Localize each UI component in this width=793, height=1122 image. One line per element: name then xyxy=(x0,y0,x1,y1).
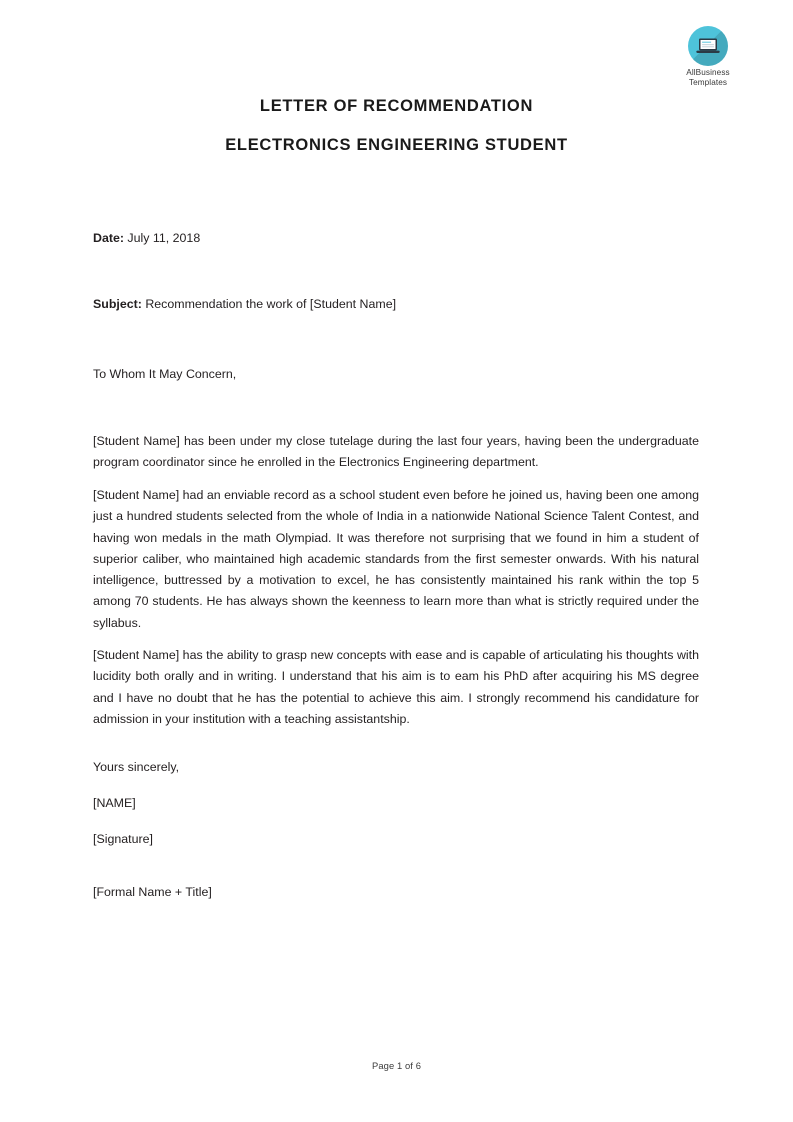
logo-text xyxy=(660,68,756,88)
closing-line: Yours sincerely, xyxy=(93,760,180,774)
date-row xyxy=(93,229,699,247)
salutation-row xyxy=(93,365,699,383)
body-paragraph: [Student Name] has been under my close tutelage during the last four years, having been the undergraduate program coordinator since he enrolled in the Electronics Engineering department. xyxy=(93,434,699,470)
laptop-glyph xyxy=(696,37,721,55)
page-subtitle: ELECTRONICS ENGINEERING STUDENT xyxy=(225,136,568,154)
date-line xyxy=(93,229,699,247)
laptop-icon xyxy=(688,26,728,66)
page-footer: Page 1 of 6 xyxy=(371,1060,422,1071)
page-title: LETTER OF RECOMMENDATION xyxy=(259,97,534,115)
body-paragraph: [Student Name] has the ability to grasp new concepts with ease and is capable of articulating his thoughts with lucidity both orally and in writing. I understand that his aim is to eam his PhD after acquiring his MS degree and I have no doubt that he has the potential to achieve this aim. I strongly recommend his candidature for admission in your institution with a teaching assistantship. xyxy=(93,648,699,726)
date-label: Date: xyxy=(93,231,124,245)
salutation: To Whom It May Concern, xyxy=(93,367,237,381)
title-block xyxy=(0,94,793,157)
logo-text-line-2: Templates xyxy=(688,78,728,87)
allbusiness-templates-logo xyxy=(660,26,756,88)
date-value: July 11, 2018 xyxy=(123,231,201,245)
name-placeholder: [NAME] xyxy=(93,796,136,810)
subject-value: Recommendation the work of [Student Name] xyxy=(141,297,397,311)
subject-label: Subject: xyxy=(93,297,142,311)
subject-line xyxy=(93,295,699,313)
formal-name-placeholder: [Formal Name + Title] xyxy=(93,885,212,899)
body-paragraph: [Student Name] had an enviable record as a school student even before he joined us, having been one among just a hundred students selected from the whole of India in a nationwide National Science Talent Contest, and having won medals in the math Olympiad. It was therefore not surprising that we found in him a student of superior caliber, who maintained high academic standards from the first semester onwards. With his natural intelligence, buttressed by a motivation to excel, he has consistently maintained his rank within the top 5 among 70 students. He has always shown the keenness to learn more than what is strictly required under the syllabus. xyxy=(93,488,699,630)
signature-placeholder: [Signature] xyxy=(93,832,153,846)
logo-text-line-1: AllBusiness xyxy=(686,68,730,77)
subject-row xyxy=(93,295,699,313)
